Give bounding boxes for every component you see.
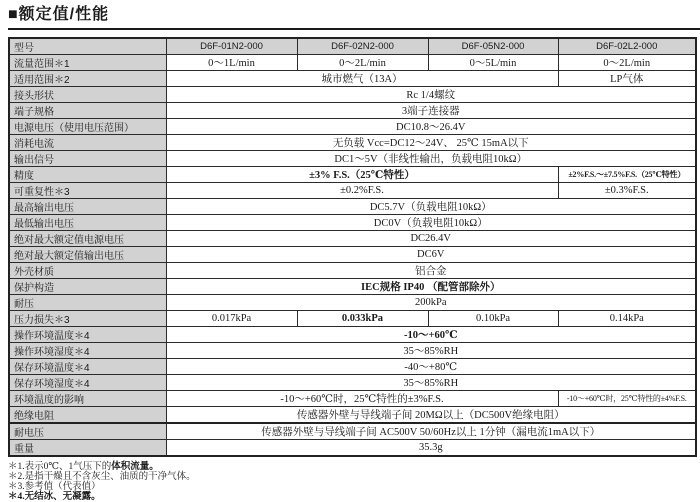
row-label: 操作环境温度＊4 [9,327,166,343]
spec-row [9,343,696,359]
row-label: 接头形状 [9,87,166,103]
spec-row [9,327,696,343]
footnote-line [8,472,695,482]
spec-row [9,375,696,391]
spec-value-cell: ±0.3%F.S. [558,183,696,199]
spec-row [9,279,696,295]
spec-value-cell: Rc 1/4螺纹 [166,87,696,103]
model-header-cell: D6F-02N2-000 [297,38,428,55]
spec-value-cell: 0～1L/min [166,55,297,71]
footnote-text: ＊1.表示0℃、1气压下的 [8,462,112,472]
spec-row [9,167,696,183]
spec-row [9,359,696,375]
row-label: 电源电压（使用电压范围） [9,119,166,135]
row-label: 操作环境湿度＊4 [9,343,166,359]
spec-value-cell: 传感器外壁与导线端子间 20MΩ以上（DC500V绝缘电阻） [166,407,696,424]
spec-value-cell: DC26.4V [166,231,696,247]
footnote-line [8,482,695,492]
spec-value-cell: 0.033kPa [297,311,428,327]
row-label: 输出信号 [9,151,166,167]
footnote-line [8,492,695,502]
spec-value-cell: IEC规格 IP40 （配管部除外） [166,279,696,295]
spec-row [9,295,696,311]
spec-value-cell: DC1～5V（非线性输出，负载电阻10kΩ） [166,151,696,167]
spec-table [8,37,697,457]
spec-value-cell: 0～2L/min [558,55,696,71]
spec-row [9,183,696,199]
spec-value-cell: 200kPa [166,295,696,311]
spec-value-cell: LP气体 [558,71,696,87]
model-header-cell: D6F-05N2-000 [428,38,558,55]
spec-row [9,231,696,247]
spec-row [9,119,696,135]
row-label: 绝缘电阻 [9,407,166,424]
spec-row [9,71,696,87]
spec-row [9,423,696,440]
row-label: 保存环境温度＊4 [9,359,166,375]
row-label: 绝对最大额定值电源电压 [9,231,166,247]
spec-value-cell: -10～+60℃时，25℃特性的±3%F.S. [166,391,558,407]
spec-header-row [9,38,696,55]
row-label: 耐压 [9,295,166,311]
spec-value-cell: DC6V [166,247,696,263]
row-label: 压力损失＊3 [9,311,166,327]
row-label: 绝对最大额定值输出电压 [9,247,166,263]
spec-table-body [9,38,696,456]
row-label: 重量 [9,440,166,457]
page-title: ■额定值/性能 [8,6,110,23]
row-label: 端子规格 [9,103,166,119]
row-label: 型号 [9,38,166,55]
spec-row [9,151,696,167]
model-header-cell: D6F-02L2-000 [558,38,696,55]
spec-value-cell: 铝合金 [166,263,696,279]
spec-row [9,440,696,457]
spec-row [9,87,696,103]
spec-row [9,135,696,151]
spec-value-cell: 0.14kPa [558,311,696,327]
spec-value-cell: 0.017kPa [166,311,297,327]
spec-value-cell: 0.10kPa [428,311,558,327]
spec-value-cell: ±2%F.S.～±7.5%F.S.（25℃特性） [558,167,696,183]
row-label: 最高输出电压 [9,199,166,215]
spec-value-cell: 3端子连接器 [166,103,696,119]
row-label: 消耗电流 [9,135,166,151]
spec-value-cell: -40～+80℃ [166,359,696,375]
spec-value-cell: DC10.8～26.4V [166,119,696,135]
footnote-text-bold: ＊4.无结冰、无凝露。 [8,492,101,502]
title-rule [8,28,700,30]
model-header-cell: D6F-01N2-000 [166,38,297,55]
spec-value-cell: ±3% F.S.（25℃特性） [166,167,558,183]
row-label: 流量范围＊1 [9,55,166,71]
spec-value-cell: ±0.2%F.S. [166,183,558,199]
spec-row [9,407,696,424]
row-label: 最低输出电压 [9,215,166,231]
row-label: 耐电压 [9,423,166,440]
row-label: 保存环境湿度＊4 [9,375,166,391]
spec-value-cell: 0～5L/min [428,55,558,71]
footnote-line [8,462,695,472]
spec-row [9,55,696,71]
row-label: 外壳材质 [9,263,166,279]
spec-value-cell: DC5.7V（负载电阻10kΩ） [166,199,696,215]
spec-value-cell: 城市燃气（13A） [166,71,558,87]
footnote-text-bold: 体积流量。 [111,462,159,472]
footnote-text: ＊3.参考值（代表值） [8,482,101,492]
spec-row [9,311,696,327]
spec-value-cell: DC0V（负载电阻10kΩ） [166,215,696,231]
spec-row [9,103,696,119]
spec-value-cell: 35～85%RH [166,343,696,359]
spec-value-cell: 0～2L/min [297,55,428,71]
spec-row [9,263,696,279]
spec-value-cell: -10～+60℃时，25℃特性的±4%F.S. [558,391,696,407]
row-label: 可重复性＊3 [9,183,166,199]
row-label: 保护构造 [9,279,166,295]
spec-row [9,247,696,263]
spec-value-cell: -10～+60℃ [166,327,696,343]
spec-value-cell: 35.3g [166,440,696,457]
spec-row [9,199,696,215]
row-label: 适用范围＊2 [9,71,166,87]
spec-row [9,215,696,231]
spec-row [9,391,696,407]
footnotes [8,462,695,502]
spec-value-cell: 35～85%RH [166,375,696,391]
spec-value-cell: 传感器外壁与导线端子间 AC500V 50/60Hz以上 1分钟（漏电流1mA以下） [166,423,696,440]
row-label: 环境温度的影响 [9,391,166,407]
footnote-text: ＊2.是指干燥且不含灰尘、油质的干净气体。 [8,472,196,482]
row-label: 精度 [9,167,166,183]
spec-value-cell: 无负载 Vcc=DC12～24V、 25℃ 15mA以下 [166,135,696,151]
